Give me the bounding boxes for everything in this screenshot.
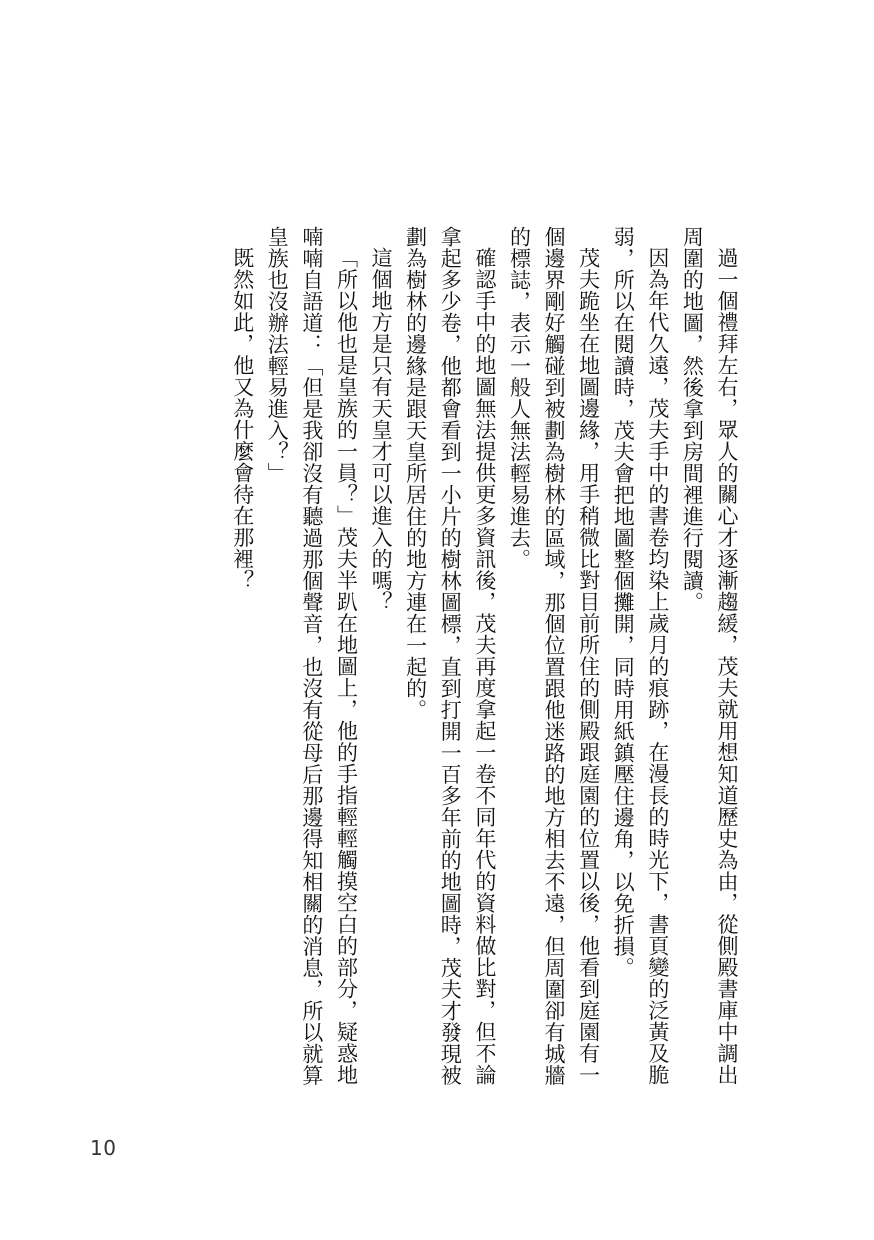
vertical-text-body xyxy=(225,226,744,1106)
paragraph-4: 確認手中的地圖無法提供更多資訊後，茂夫再度拿起一卷不同年代的資料做比對，但不論拿起多少卷，他都會看到一小片的樹林圖標，直到打開一百多年前的地圖時，茂夫才發現被劃為樹林的邊緣是跟天皇所居住的地方連在一起的。 xyxy=(403,226,497,1086)
paragraph-3: 茂夫跪坐在地圖邊緣，用手稍微比對目前所住的側殿跟庭園的位置以後，他看到庭園有一個邊界剛好觸碰到被劃為樹林的區域，那個位置跟他迷路的地方相去不遠，但周圍卻有城牆的標誌，表示一般人無法輕易進去。 xyxy=(507,226,601,1086)
page-number: 10 xyxy=(90,1136,117,1160)
paragraph-7: 既然如此，他又為什麼會待在那裡？ xyxy=(230,247,255,591)
paragraph-5: 這個地方是只有天皇才可以進入的嗎？ xyxy=(369,247,394,613)
paragraph-6: 「所以他也是皇族的一員？」茂夫半趴在地圖上，他的手指輕輕觸摸空白的部分，疑惑地喃喃自語道：「但是我卻沒有聽過那個聲音，也沒有從母后那邊得知相關的消息，所以就算皇族也沒辦法輕易進入？」 xyxy=(265,226,359,1086)
paragraph-2: 因為年代久遠，茂夫手中的書卷均染上歲月的痕跡，在漫長的時光下，書頁變的泛黃及脆弱，所以在閱讀時，茂夫會把地圖整個攤開，同時用紙鎮壓住邊角，以免折損。 xyxy=(611,226,670,1086)
paragraph-1: 過一個禮拜左右，眾人的關心才逐漸趨緩，茂夫就用想知道歷史為由，從側殿書庫中調出周圍的地圖，然後拿到房間裡進行閱讀。 xyxy=(680,226,739,1086)
